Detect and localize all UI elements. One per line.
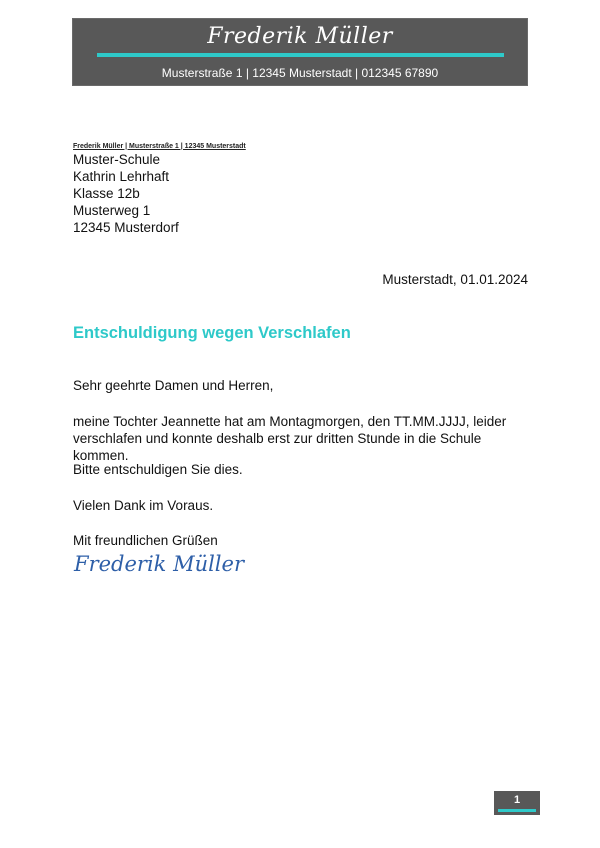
recipient-line: Muster-Schule [73, 152, 161, 167]
recipient-line: Musterweg 1 [73, 203, 151, 218]
sender-return-line: Frederik Müller | Musterstraße 1 | 12345 Musterstadt [73, 143, 246, 150]
page-number: 1 [513, 794, 521, 806]
letterhead [72, 18, 528, 86]
recipient-line: Kathrin Lehrhaft [73, 169, 170, 184]
salutation: Sehr geehrte Damen und Herren, [73, 378, 274, 393]
body-paragraph: Bitte entschuldigen Sie dies. [73, 462, 243, 477]
letterhead-name: Frederik Müller [207, 24, 393, 49]
closing: Mit freundlichen Grüßen [73, 533, 218, 548]
recipient-line: Klasse 12b [73, 186, 140, 201]
recipient-line: 12345 Musterdorf [73, 220, 179, 235]
letterhead-accent-rule [97, 53, 504, 57]
letterhead-address: Musterstraße 1 | 12345 Musterstadt | 012345 67890 [161, 66, 439, 80]
body-paragraph: Vielen Dank im Voraus. [73, 498, 214, 513]
body-paragraph: meine Tochter Jeannette hat am Montagmorgen, den TT.MM.JJJJ, leider verschlafen und konnte deshalb erst zur dritten Stunde in die Schule kommen. [73, 414, 507, 463]
date-line: Musterstadt, 01.01.2024 [382, 272, 528, 287]
signature: Frederik Müller [74, 552, 244, 576]
subject-heading: Entschuldigung wegen Verschlafen [73, 324, 351, 342]
page-number-box [494, 791, 540, 815]
page-number-accent-rule [498, 809, 536, 812]
recipient-address [73, 151, 179, 236]
